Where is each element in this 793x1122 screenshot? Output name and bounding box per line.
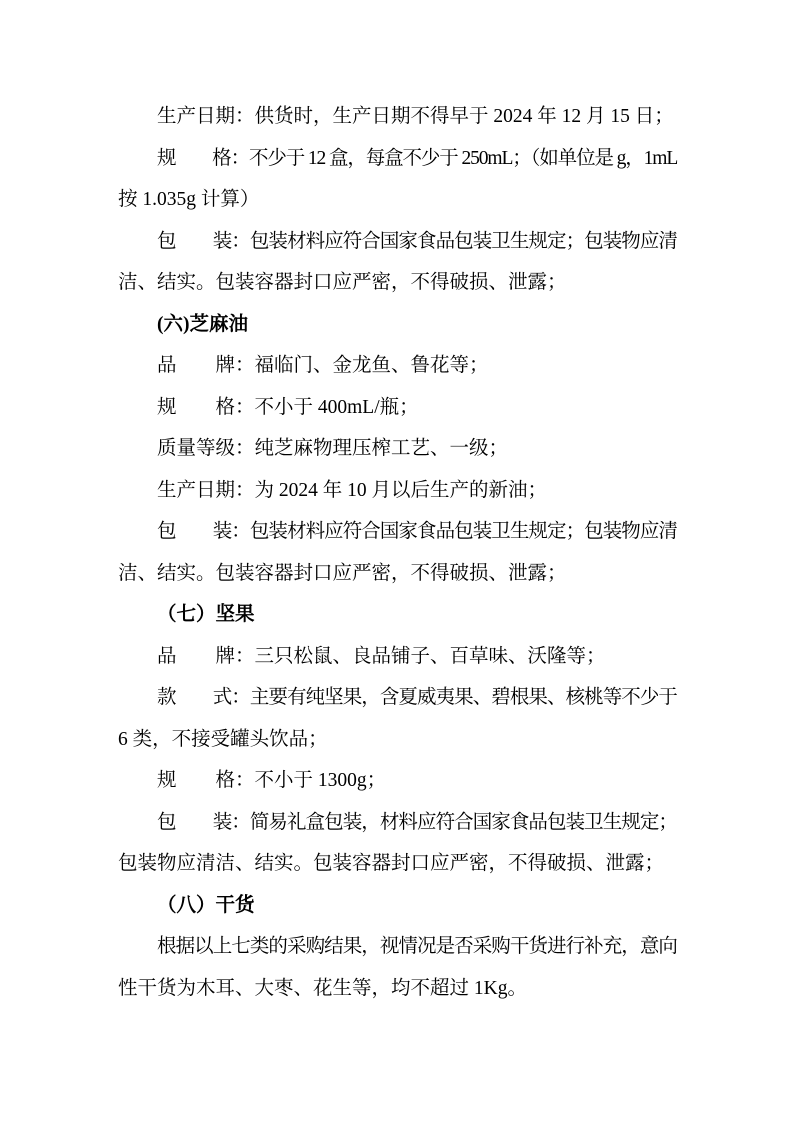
heading-section-8-dried-goods: （八）干货 [157,894,255,916]
line-style-continued: 6 类，不接受罐头饮品； [118,728,328,750]
line-spec: 规 格：不小于 1300g； [157,770,387,791]
line-brand: 品 牌：福临门、金龙鱼、鲁花等； [157,355,489,376]
line-brand: 品 牌：三只松鼠、良品铺子、百草味、沃隆等； [157,645,606,667]
line-spec: 规 格：不小于 400mL/瓶； [157,396,419,418]
line-production-date: 生产日期：为 2024 年 10 月以后生产的新油； [157,479,548,501]
line-dried-goods-note-continued: 性干货为木耳、大枣、花生等，均不超过 1Kg。 [118,977,527,999]
line-spec: 规 格：不少于 12 盒，每盒不少于 250mL；（如单位是 g，1mL [157,147,678,169]
line-production-date: 生产日期：供货时，生产日期不得早于 2024 年 12 月 15 日； [157,106,674,127]
heading-section-6-sesame-oil: (六)芝麻油 [157,313,248,335]
line-packaging-continued: 洁、结实。包装容器封口应严密，不得破损、泄露； [118,272,567,293]
line-packaging-continued: 包装物应清洁、结实。包装容器封口应严密，不得破损、泄露； [118,853,665,874]
line-packaging-continued: 洁、结实。包装容器封口应严密，不得破损、泄露； [118,562,567,584]
heading-section-7-nuts: （七）坚果 [157,604,255,625]
line-packaging: 包 装：简易礼盒包装，材料应符合国家食品包装卫生规定； [157,811,678,833]
line-packaging: 包 装：包装材料应符合国家食品包装卫生规定；包装物应清 [157,230,678,252]
line-dried-goods-note: 根据以上七类的采购结果，视情况是否采购干货进行补充，意向 [157,936,678,957]
line-quality-grade: 质量等级：纯芝麻物理压榨工艺、一级； [157,438,509,459]
line-style: 款 式：主要有纯坚果，含夏威夷果、碧根果、核桃等不少于 [157,687,678,708]
line-spec-continued: 按 1.035g 计算） [118,189,260,210]
line-packaging: 包 装：包装材料应符合国家食品包装卫生规定；包装物应清 [157,521,678,542]
